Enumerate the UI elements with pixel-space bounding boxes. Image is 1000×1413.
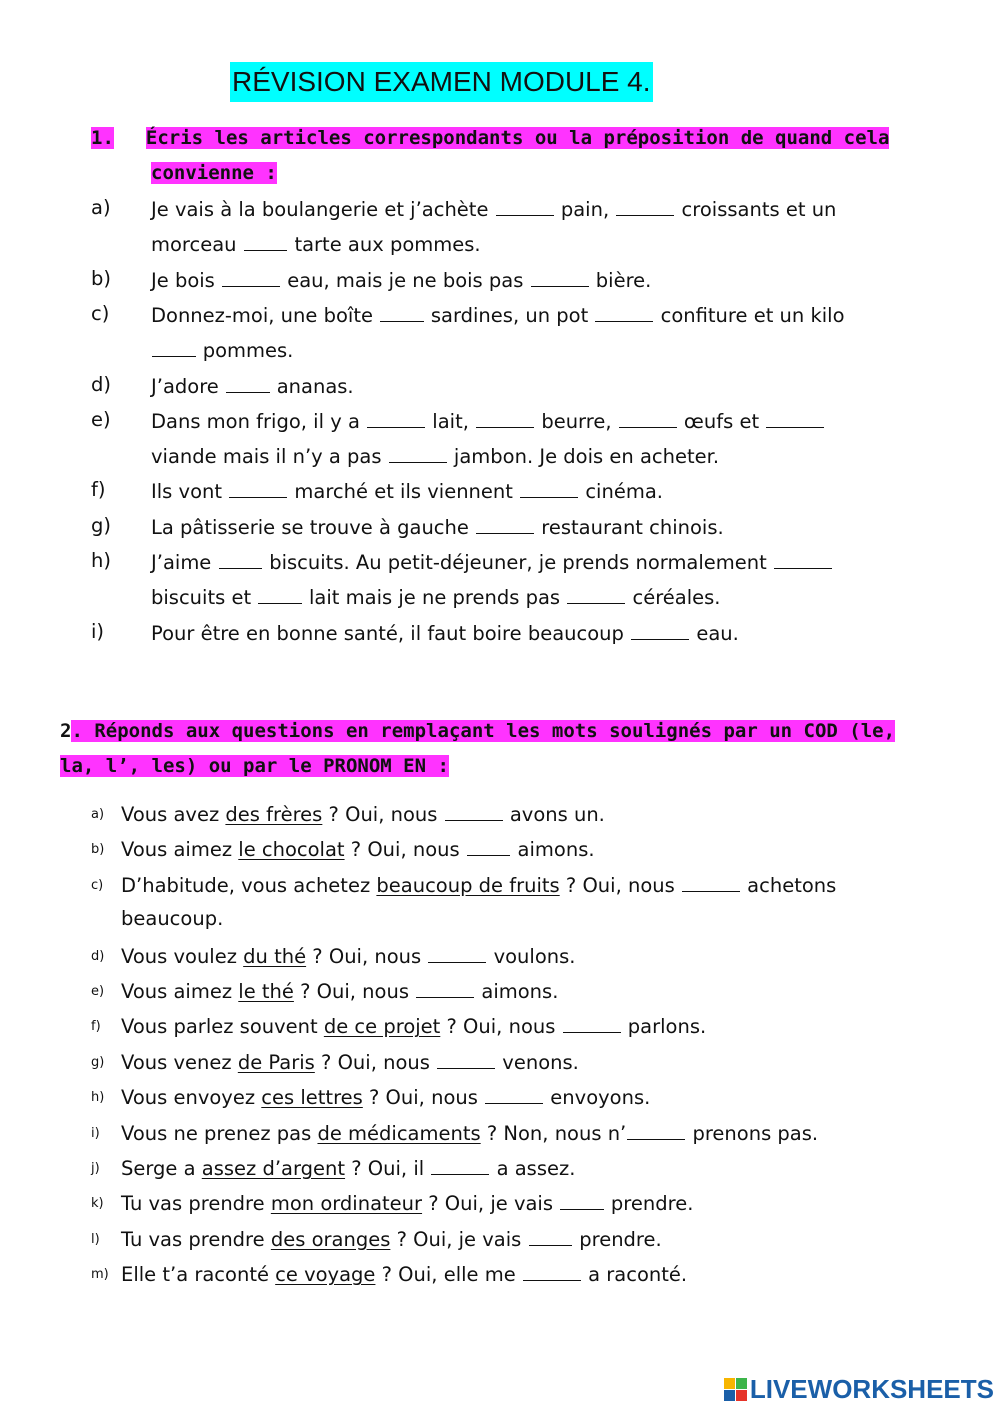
section2-instruction-line2: la, l’, les) ou par le PRONOM EN :: [60, 755, 449, 777]
answer-blank[interactable]: [485, 1083, 543, 1104]
exercise-line: [121, 906, 223, 932]
exercise-text: Vous aimez: [121, 980, 239, 1003]
answer-blank[interactable]: [428, 942, 486, 963]
exercise-line: [151, 583, 721, 611]
exercise-text: a raconté.: [581, 1263, 688, 1287]
item-label: d): [91, 372, 111, 396]
exercise-text: Donnez-moi, une boîte: [151, 303, 380, 327]
exercise-text: marché et ils viennent: [288, 480, 520, 504]
exercise-text: Vous voulez: [121, 944, 244, 968]
exercise-line: [151, 619, 739, 647]
exercise-text: a assez.: [490, 1157, 576, 1180]
item-label: a): [91, 196, 111, 219]
exercise-text: croissants et un: [675, 198, 837, 221]
exercise-text: D’habitude, vous achetez: [121, 873, 377, 897]
exercise-text: J’aime: [151, 551, 218, 574]
answer-blank[interactable]: [244, 230, 288, 251]
underlined-phrase: des frères: [225, 803, 323, 826]
underlined-phrase: des oranges: [270, 1227, 391, 1251]
exercise-text: prenons pas.: [686, 1121, 819, 1145]
exercise-text: envoyons.: [544, 1086, 651, 1110]
answer-blank[interactable]: [416, 977, 474, 998]
underlined-phrase: de ce projet: [323, 1015, 441, 1039]
exercise-text: restaurant chinois.: [535, 515, 724, 539]
exercise-text: Vous ne prenez pas: [121, 1121, 318, 1145]
liveworksheets-logo-text: LIVEWORKSHEETS: [749, 1374, 994, 1404]
exercise-text: ? Oui, je vais: [390, 1227, 528, 1251]
exercise-text: Vous avez: [121, 803, 226, 826]
answer-blank[interactable]: [627, 1119, 685, 1140]
item-label: f): [91, 1019, 101, 1035]
exercise-text: parlons.: [621, 1015, 707, 1039]
exercise-text: pommes.: [196, 339, 294, 363]
answer-blank[interactable]: [229, 477, 287, 498]
exercise-text: prendre.: [604, 1192, 694, 1216]
exercise-text: bière.: [589, 268, 652, 292]
answer-blank[interactable]: [531, 266, 589, 287]
exercise-text: Vous parlez souvent: [121, 1015, 324, 1039]
exercise-text: ? Oui, nous: [314, 1050, 437, 1074]
answer-blank[interactable]: [520, 477, 578, 498]
exercise-line: [151, 266, 651, 294]
underlined-phrase: de médicaments: [317, 1121, 481, 1145]
section2-instruction-line1: . Réponds aux questions en remplaçant les mots soulignés par un COD (le,: [71, 720, 896, 742]
exercise-text: achetons: [740, 873, 837, 897]
exercise-line: [151, 442, 719, 470]
exercise-text: Tu vas prendre: [121, 1227, 271, 1251]
liveworksheets-logo: [724, 1374, 994, 1405]
item-label: c): [91, 301, 110, 325]
exercise-text: ? Oui, nous: [322, 803, 444, 826]
item-label: f): [91, 478, 106, 502]
exercise-text: Serge a: [121, 1157, 202, 1180]
exercise-text: sardines, un pot: [424, 303, 595, 327]
exercise-text: biscuits et: [151, 586, 258, 610]
section1-number: 1.: [91, 127, 114, 149]
underlined-phrase: mon ordinateur: [270, 1192, 423, 1216]
exercise-text: beaucoup.: [121, 907, 224, 931]
exercise-text: aimons.: [511, 838, 595, 862]
item-label: g): [91, 1054, 105, 1070]
exercise-text: beurre,: [535, 409, 618, 433]
exercise-line: [151, 477, 663, 505]
exercise-text: ? Oui, je vais: [422, 1192, 560, 1216]
item-label: m): [91, 1267, 109, 1283]
exercise-text: ? Oui, il: [345, 1157, 431, 1180]
exercise-line: [121, 1189, 693, 1217]
item-label: j): [91, 1161, 100, 1176]
exercise-text: ? Oui, elle me: [375, 1263, 522, 1287]
exercise-text: venons.: [496, 1050, 579, 1074]
exercise-text: tarte aux pommes.: [288, 233, 481, 257]
answer-blank[interactable]: [766, 407, 824, 428]
exercise-text: eau, mais je ne bois pas: [281, 268, 530, 292]
exercise-text: Pour être en bonne santé, il faut boire beaucoup: [151, 621, 631, 645]
exercise-text: Elle t’a raconté: [121, 1263, 276, 1287]
exercise-text: Vous aimez: [121, 838, 239, 862]
page-title: RÉVISION EXAMEN MODULE 4.: [230, 62, 653, 102]
exercise-line: [151, 372, 354, 400]
answer-blank[interactable]: [152, 336, 196, 357]
answer-blank[interactable]: [774, 548, 832, 569]
exercise-text: cinéma.: [579, 480, 663, 504]
item-label: i): [91, 1125, 100, 1141]
item-label: h): [91, 549, 111, 572]
exercise-text: ? Oui, nous: [440, 1015, 562, 1039]
exercise-text: prendre.: [573, 1227, 662, 1251]
answer-blank[interactable]: [619, 407, 677, 428]
answer-blank[interactable]: [431, 1154, 489, 1175]
underlined-phrase: assez d’argent: [201, 1157, 346, 1180]
exercise-line: [151, 195, 836, 223]
item-label: c): [91, 877, 104, 893]
exercise-line: [151, 513, 724, 541]
exercise-text: Je vais à la boulangerie et j’achète: [151, 198, 495, 221]
item-label: e): [91, 984, 105, 999]
exercise-line: [151, 548, 833, 576]
exercise-line: [151, 230, 481, 258]
exercise-line: [121, 800, 605, 828]
exercise-line: [121, 942, 575, 970]
exercise-text: jambon. Je dois en acheter.: [447, 445, 720, 469]
exercise-text: lait mais je ne prends pas: [302, 586, 567, 610]
exercise-line: [121, 835, 595, 863]
exercise-line: [151, 301, 845, 329]
answer-blank[interactable]: [476, 513, 534, 534]
answer-blank[interactable]: [476, 407, 534, 428]
answer-blank[interactable]: [222, 266, 280, 287]
exercise-text: ananas.: [270, 374, 354, 398]
answer-blank[interactable]: [467, 835, 511, 856]
exercise-text: œufs et: [677, 409, 766, 433]
item-label: a): [91, 807, 105, 822]
answer-blank[interactable]: [563, 1012, 621, 1033]
answer-blank[interactable]: [219, 548, 263, 569]
answer-blank[interactable]: [631, 619, 689, 640]
item-label: b): [91, 842, 105, 858]
underlined-phrase: le thé: [238, 980, 294, 1003]
exercise-text: morceau: [151, 233, 243, 257]
answer-blank[interactable]: [567, 583, 625, 604]
underlined-phrase: du thé: [243, 944, 307, 968]
exercise-text: voulons.: [487, 944, 576, 968]
answer-blank[interactable]: [682, 871, 740, 892]
exercise-line: [121, 1048, 579, 1076]
exercise-text: céréales.: [626, 586, 721, 610]
item-label: b): [91, 266, 111, 290]
section2-number: 2: [60, 720, 72, 742]
item-label: h): [91, 1090, 105, 1106]
exercise-line: [121, 1012, 706, 1040]
exercise-text: Vous envoyez: [121, 1086, 262, 1110]
answer-blank[interactable]: [595, 301, 653, 322]
exercise-text: eau.: [690, 621, 739, 645]
item-label: i): [91, 619, 105, 643]
item-label: e): [91, 407, 111, 431]
exercise-text: ? Non, nous n’: [480, 1121, 627, 1145]
exercise-line: [151, 336, 293, 364]
exercise-line: [121, 1225, 662, 1253]
answer-blank[interactable]: [445, 800, 503, 821]
underlined-phrase: ce voyage: [275, 1263, 376, 1287]
answer-blank[interactable]: [389, 442, 447, 463]
exercise-text: Ils vont: [151, 480, 229, 504]
exercise-text: ? Oui, nous: [344, 838, 466, 862]
answer-blank[interactable]: [616, 195, 674, 216]
underlined-phrase: de Paris: [237, 1050, 315, 1074]
answer-blank[interactable]: [258, 583, 302, 604]
exercise-line: [121, 1119, 818, 1147]
answer-blank[interactable]: [560, 1189, 604, 1210]
exercise-line: [121, 1154, 575, 1182]
exercise-text: biscuits. Au petit-déjeuner, je prends normalement: [263, 551, 773, 574]
exercise-text: Vous venez: [121, 1050, 238, 1074]
answer-blank[interactable]: [367, 407, 425, 428]
exercise-text: ? Oui, nous: [306, 944, 428, 968]
answer-blank[interactable]: [380, 301, 424, 322]
exercise-text: Dans mon frigo, il y a: [151, 409, 367, 433]
underlined-phrase: le chocolat: [238, 838, 345, 862]
exercise-text: Je bois: [151, 268, 222, 292]
exercise-text: confiture et un kilo: [654, 303, 845, 327]
answer-blank[interactable]: [437, 1048, 495, 1069]
exercise-line: [121, 871, 836, 899]
liveworksheets-logo-icon: [724, 1378, 747, 1401]
item-label: d): [91, 948, 105, 964]
section1-instruction-line1: Écris les articles correspondants ou la préposition de quand cela: [145, 127, 890, 149]
exercise-text: lait,: [426, 409, 476, 433]
exercise-line: [121, 977, 558, 1005]
exercise-text: ? Oui, nous: [559, 873, 681, 897]
exercise-text: avons un.: [503, 803, 605, 826]
exercise-line: [151, 407, 825, 435]
exercise-text: J’adore: [151, 374, 225, 398]
underlined-phrase: ces lettres: [261, 1086, 363, 1110]
answer-blank[interactable]: [496, 195, 554, 216]
item-label: k): [91, 1196, 104, 1212]
item-label: g): [91, 513, 111, 537]
item-label: l): [91, 1231, 100, 1247]
exercise-text: ? Oui, nous: [362, 1086, 485, 1110]
exercise-text: Tu vas prendre: [121, 1192, 271, 1216]
exercise-line: [121, 1083, 650, 1111]
exercise-text: pain,: [554, 198, 616, 221]
exercise-text: viande mais il n’y a pas: [151, 445, 388, 469]
section1-instruction-line2: convienne :: [151, 162, 277, 184]
answer-blank[interactable]: [529, 1225, 573, 1246]
underlined-phrase: beaucoup de fruits: [376, 873, 560, 897]
section1-instruction: [91, 124, 889, 152]
exercise-text: ? Oui, nous: [293, 980, 416, 1003]
exercise-line: [121, 1260, 687, 1288]
exercise-text: aimons.: [475, 980, 559, 1003]
answer-blank[interactable]: [523, 1260, 581, 1281]
answer-blank[interactable]: [226, 372, 270, 393]
exercise-text: La pâtisserie se trouve à gauche: [151, 515, 476, 539]
